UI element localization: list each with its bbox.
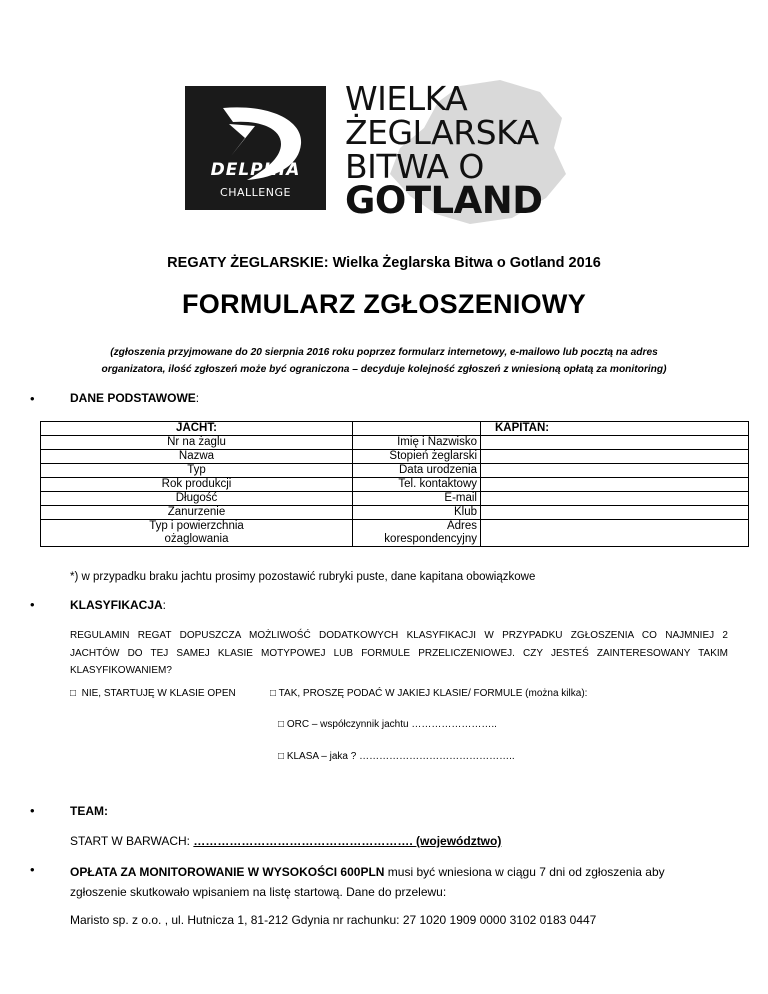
regaty-title: REGATY ŻEGLARSKIE: Wielka Żeglarska Bitwa o Gotland 2016 (167, 255, 601, 271)
table-row (41, 450, 749, 464)
section-dane-heading (70, 391, 199, 405)
jacht-label: Nazwa (41, 450, 353, 464)
klasyfikacja-heading-text: KLASYFIKACJA (70, 598, 163, 612)
klasyfikacja-para-line-2: JACHTÓW DO TEJ SAMEJ KLASIE MOTYPOWEJ LUB FORMULE PRZELICZENIOWEJ. CZY JESTEŚ ZAINTERESOWANY TAKIM (70, 647, 728, 659)
bullet-oplata: • (30, 862, 35, 877)
kapitan-value-cell[interactable] (481, 478, 749, 492)
checkbox-icon[interactable]: □ (270, 688, 277, 699)
bullet-team: • (30, 803, 35, 818)
logo-sub-text: CHALLENGE (220, 186, 291, 199)
klasyfikacja-heading-colon: : (162, 598, 167, 612)
section-team-heading: TEAM: (70, 804, 108, 818)
note-line-2: organizatora, ilość zgłoszeń może być ograniczona – decyduje kolejność zgłoszeń z wniesioną opłatą za monitoring) (101, 364, 667, 375)
option-klasa[interactable] (278, 751, 515, 762)
klasyfikacja-paragraph (70, 627, 728, 680)
jacht-label: Rok produkcji (41, 478, 353, 492)
kapitan-label: Imię i Nazwisko (353, 436, 481, 450)
table-row (41, 506, 749, 520)
event-title-line-3: BITWA O (345, 147, 484, 186)
kapitan-value-cell[interactable] (481, 520, 749, 547)
form-title: FORMULARZ ZGŁOSZENIOWY (181, 289, 587, 319)
bullet-dane: • (30, 391, 35, 406)
jacht-label-multiline: Typ i powierzchnia ożaglowania (41, 520, 353, 547)
dane-heading-text: DANE PODSTAWOWE (70, 391, 196, 405)
table-row (41, 520, 749, 547)
kapitan-label: Stopień żeglarski (353, 450, 481, 464)
kapitan-header: KAPITAN: (481, 422, 749, 436)
table-row (41, 436, 749, 450)
section-klasyfikacja-heading (70, 598, 166, 612)
kapitan-label-multiline: Adres korespondencyjny (353, 520, 481, 547)
submission-note (60, 344, 708, 378)
option-open-label: NIE, STARTUJĘ W KLASIE OPEN (81, 688, 236, 699)
checkbox-icon[interactable]: □ (278, 751, 285, 762)
oplata-line-2: zgłoszenie skutkowało wpisaniem na listę startową. Dane do przelewu: (70, 885, 447, 899)
kapitan-label: Data urodzenia (353, 464, 481, 478)
jacht-label: Zanurzenie (41, 506, 353, 520)
option-orc[interactable] (278, 719, 497, 730)
jacht-label: Długość (41, 492, 353, 506)
dane-footnote: *) w przypadku braku jachtu prosimy pozostawić rubryki puste, dane kapitana obowiązkowe (70, 571, 536, 583)
oplata-paragraph (70, 862, 740, 902)
kapitan-label: Klub (353, 506, 481, 520)
option-tak[interactable] (270, 688, 587, 699)
klasyfikacja-para-line-1: REGULAMIN REGAT DOPUSZCZA MOŻLIWOŚĆ DODATKOWYCH KLASYFIKACJI W PRZYPADKU ZGŁOSZENIA CO NAJMNIEJ 2 (70, 630, 728, 641)
team-start-line (70, 834, 501, 848)
bullet-klasyfikacja: • (30, 597, 35, 612)
event-title-line-1: WIELKA (345, 79, 468, 118)
event-title-line-2: ŻEGLARSKA (345, 113, 539, 152)
checkbox-icon[interactable]: □ (278, 719, 285, 730)
jacht-label: Nr na żaglu (41, 436, 353, 450)
kapitan-value-cell[interactable] (481, 436, 749, 450)
header-spacer (353, 422, 481, 436)
checkbox-icon[interactable]: □ (70, 688, 77, 699)
jacht-header: JACHT: (41, 422, 353, 436)
jacht-label: Typ (41, 464, 353, 478)
kapitan-label: Tel. kontaktowy (353, 478, 481, 492)
kapitan-value-cell[interactable] (481, 506, 749, 520)
event-logo-title (345, 79, 543, 222)
note-line-1: (zgłoszenia przyjmowane do 20 sierpnia 2016 roku poprzez formularz internetowy, e-mailowo lub pocztą na adres (110, 347, 658, 358)
table-header-row (41, 422, 749, 436)
team-dots-field[interactable]: ………………………………………………. (województwo) (193, 834, 502, 848)
dane-table (40, 421, 749, 547)
kapitan-value-cell[interactable] (481, 492, 749, 506)
table-row (41, 464, 749, 478)
team-label: START W BARWACH: (70, 834, 194, 848)
logo-brand-text: DELPHIA (210, 160, 301, 180)
table-row (41, 492, 749, 506)
oplata-bold: OPŁATA ZA MONITOROWANIE W WYSOKOŚCI 600PLN (70, 865, 385, 879)
event-title-line-4: GOTLAND (345, 179, 543, 222)
option-orc-label: ORC – współczynnik jachtu …………………….. (286, 719, 497, 730)
option-klasa-label: KLASA – jaka ? ……………………………………….. (286, 751, 515, 762)
dane-heading-colon: : (195, 391, 200, 405)
table-row (41, 478, 749, 492)
option-open[interactable] (70, 688, 236, 699)
kapitan-value-cell[interactable] (481, 464, 749, 478)
bank-details: Maristo sp. z o.o. , ul. Hutnicza 1, 81-212 Gdynia nr rachunku: 27 1020 1909 0000 3102 0183 0447 (70, 913, 597, 927)
kapitan-label: E-mail (353, 492, 481, 506)
option-tak-label: TAK, PROSZĘ PODAĆ W JAKIEJ KLASIE/ FORMULE (można kilka): (278, 688, 588, 699)
kapitan-value-cell[interactable] (481, 450, 749, 464)
klasyfikacja-para-line-3: KLASYFIKOWANIEM? (70, 665, 172, 676)
oplata-rest: musi być wniesiona w ciągu 7 dni od zgłoszenia aby (384, 865, 665, 879)
